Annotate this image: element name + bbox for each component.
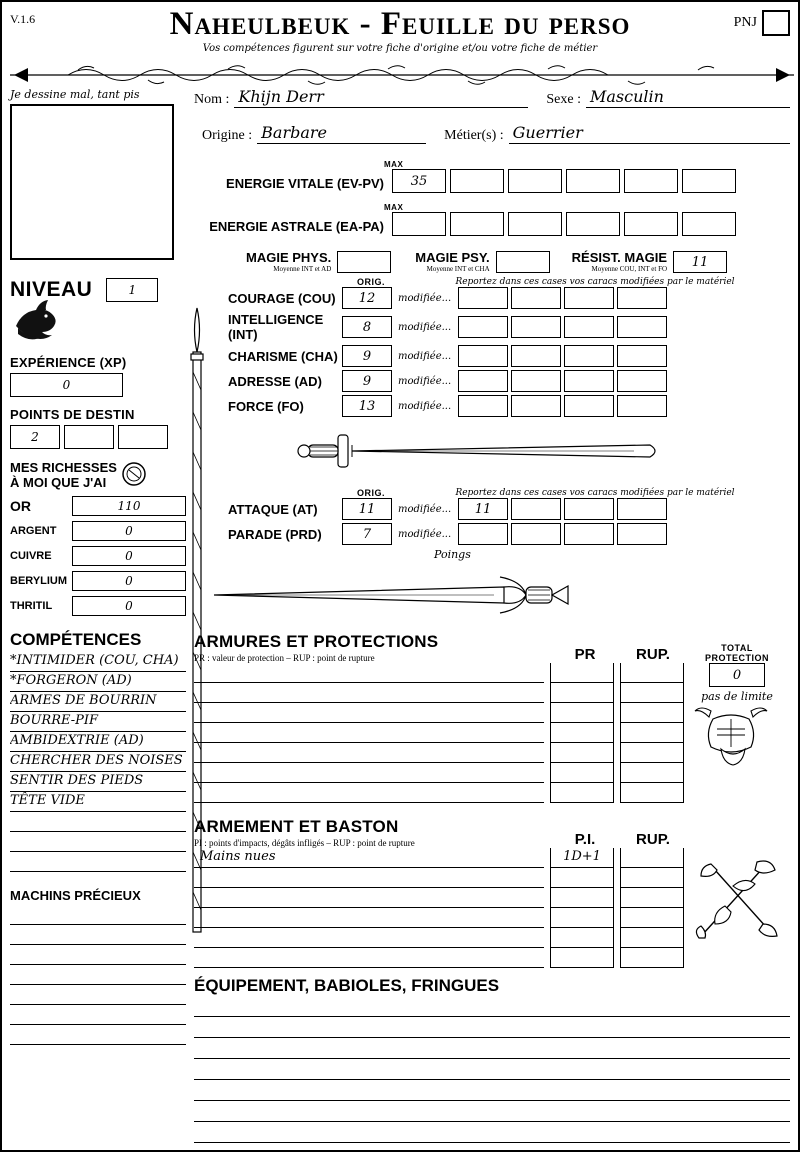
carac-mod-cell[interactable]	[617, 395, 667, 417]
carac-mod-cell[interactable]	[564, 345, 614, 367]
armures-names	[194, 663, 544, 803]
carac-name: INTELLIGENCE (INT)	[228, 312, 324, 342]
table-row[interactable]	[194, 683, 544, 703]
carac-mod-cell[interactable]	[564, 370, 614, 392]
niveau-value[interactable]: 1	[106, 278, 158, 302]
coin-label-or: OR	[10, 497, 31, 514]
list-item[interactable]	[194, 1038, 790, 1059]
combat-report-note: Reportez dans ces cases vos caracs modifiées par le matériel	[455, 488, 735, 498]
armures-rup-cell[interactable]	[621, 783, 683, 803]
left-column	[10, 88, 186, 1045]
list-item[interactable]	[10, 985, 186, 1005]
energy-vitale-cell[interactable]	[508, 169, 562, 193]
sword-art-top	[194, 423, 790, 484]
energy-row-astrale	[194, 212, 790, 236]
table-row[interactable]	[194, 743, 544, 763]
armures-pr-cell[interactable]	[551, 703, 613, 723]
carac-mod-caption: modifiée...	[398, 350, 452, 362]
magie-phys-field	[246, 250, 331, 273]
total-protection-block	[684, 663, 790, 803]
energy-astrale-cell[interactable]	[682, 212, 736, 236]
sword-art-bottom	[194, 567, 790, 628]
max-caption: MAX	[384, 160, 404, 169]
carac-mod-cells	[458, 287, 670, 309]
armement-rup-column	[620, 848, 684, 968]
table-row[interactable]	[194, 663, 544, 683]
combat-mod-cells	[458, 523, 670, 545]
list-item[interactable]	[10, 812, 186, 832]
armement-header	[194, 817, 790, 848]
total-protection-label-2: PROTECTION	[704, 653, 769, 663]
carac-mod-cells	[458, 395, 670, 417]
list-item[interactable]	[10, 1005, 186, 1025]
armures-title: ARMURES ET PROTECTIONS	[194, 632, 439, 651]
pnj-label: PNJ	[733, 15, 757, 30]
list-item[interactable]: ARMES DE BOURRIN	[10, 692, 186, 712]
armement-col-pi: P.I.	[574, 831, 596, 848]
carac-header	[194, 277, 790, 287]
richesses-title-line1: MES RICHESSES	[10, 460, 117, 475]
carac-orig-value[interactable]: 13	[342, 395, 392, 417]
crossed-weapons-icon	[689, 852, 785, 948]
richesses-title	[10, 461, 117, 491]
portrait-box[interactable]	[10, 104, 174, 260]
armures-table	[194, 663, 790, 803]
energy-astrale-cell[interactable]	[450, 212, 504, 236]
list-item[interactable]	[10, 965, 186, 985]
armement-pi-cell[interactable]: 1D+1	[551, 848, 613, 868]
armement-pi-column	[550, 848, 614, 968]
carac-mod-cells	[458, 370, 670, 392]
nom-label: Nom :	[194, 92, 230, 107]
combat-mod-cell[interactable]	[511, 498, 561, 520]
carac-mod-cell[interactable]	[564, 316, 614, 338]
machins-list	[10, 905, 186, 1045]
coin-value-or[interactable]: 110	[72, 496, 186, 516]
metier-label: Métier(s) :	[444, 128, 504, 143]
table-row	[194, 498, 790, 520]
combat-name: ATTAQUE (AT)	[228, 501, 318, 517]
combat-mod-caption: modifiée...	[398, 528, 452, 540]
energy-astrale-cell[interactable]	[566, 212, 620, 236]
list-item[interactable]: CHERCHER DES NOISES	[10, 752, 186, 772]
magie-psy-field	[415, 250, 489, 273]
carac-mod-cell[interactable]	[511, 316, 561, 338]
armures-rup-cell[interactable]	[621, 663, 683, 683]
table-row	[194, 395, 790, 417]
magie-phys-value[interactable]	[337, 251, 391, 273]
carac-mod-caption: modifiée...	[398, 375, 452, 387]
carac-mod-cell[interactable]	[617, 370, 667, 392]
limit-note: pas de limite	[701, 690, 773, 703]
magie-psy-sub: Moyenne INT et CHA	[426, 265, 490, 273]
carac-mod-cells	[458, 345, 670, 367]
destin-box-3[interactable]	[118, 425, 168, 449]
armement-rup-cell[interactable]	[621, 908, 683, 928]
list-item[interactable]	[10, 925, 186, 945]
carac-table	[194, 287, 790, 417]
list-item[interactable]: *FORGERON (AD)	[10, 672, 186, 692]
carac-mod-cells	[458, 316, 670, 338]
armures-pr-cell[interactable]	[551, 743, 613, 763]
decorative-divider	[8, 62, 792, 88]
combat-orig-caption: ORIG.	[356, 488, 385, 498]
combat-mod-caption: modifiée...	[398, 503, 452, 515]
armures-pr-column	[550, 663, 614, 803]
armures-pr-cell[interactable]	[551, 723, 613, 743]
coin-row	[10, 521, 186, 541]
armement-rup-cell[interactable]	[621, 868, 683, 888]
carac-mod-cell[interactable]	[458, 345, 508, 367]
armures-col-rup: RUP.	[636, 646, 670, 663]
armures-rup-cell[interactable]	[621, 683, 683, 703]
carac-orig-caption: ORIG.	[356, 277, 385, 287]
table-row[interactable]	[194, 868, 544, 888]
table-row[interactable]	[194, 948, 544, 968]
armures-col-pr: PR	[574, 646, 596, 663]
resist-magie-value[interactable]: 11	[673, 251, 727, 273]
poings-note: Poings	[434, 548, 471, 561]
armement-title: ARMEMENT ET BASTON	[194, 817, 399, 836]
carac-orig-value[interactable]: 9	[342, 370, 392, 392]
carac-mod-caption: modifiée...	[398, 400, 452, 412]
divider-art-icon	[8, 62, 796, 88]
combat-mod-cell[interactable]	[617, 498, 667, 520]
resist-magie-sub: Moyenne COU, INT et FO	[591, 265, 668, 273]
armures-rup-cell[interactable]	[621, 723, 683, 743]
armement-rup-cell[interactable]	[621, 888, 683, 908]
list-item[interactable]	[194, 1059, 790, 1080]
coin-value-argent[interactable]: 0	[72, 521, 186, 541]
nom-value[interactable]: Khijn Derr	[234, 88, 528, 108]
carac-mod-cell[interactable]	[511, 345, 561, 367]
energy-astrale-cell[interactable]	[508, 212, 562, 236]
resist-magie-field	[572, 250, 667, 273]
version-label: V.1.6	[10, 12, 36, 26]
armures-rup-column	[620, 663, 684, 803]
coin-label-berylium: BERYLIUM	[10, 574, 68, 587]
table-row	[194, 287, 790, 309]
armement-table	[194, 848, 790, 968]
table-row	[194, 345, 790, 367]
table-row[interactable]	[194, 888, 544, 908]
carac-name: FORCE (FO)	[228, 398, 304, 414]
carac-mod-cell[interactable]	[617, 287, 667, 309]
list-item[interactable]	[194, 1017, 790, 1038]
list-item[interactable]	[194, 1143, 790, 1152]
magie-phys-label: MAGIE PHYS.	[246, 250, 332, 265]
combat-mod-cells	[458, 498, 670, 520]
armement-pi-cell[interactable]	[551, 948, 613, 968]
competences-list	[10, 652, 186, 872]
carac-name: CHARISME (CHA)	[228, 348, 338, 364]
coins-list	[10, 496, 186, 616]
coin-row	[10, 496, 186, 516]
table-row	[194, 523, 790, 545]
experience-label: EXPÉRIENCE (XP)	[10, 355, 127, 370]
list-item[interactable]: *INTIMIDER (COU, CHA)	[10, 652, 186, 672]
carac-mod-caption: modifiée...	[398, 292, 452, 304]
list-item[interactable]	[194, 996, 790, 1017]
energy-vitale-cell[interactable]	[624, 169, 678, 193]
combat-orig-value[interactable]: 7	[342, 523, 392, 545]
coin-row	[10, 546, 186, 566]
armures-pr-cell[interactable]	[551, 683, 613, 703]
combat-mod-cell[interactable]	[458, 523, 508, 545]
table-row	[194, 312, 790, 342]
carac-orig-value[interactable]: 8	[342, 316, 392, 338]
armures-rup-cell[interactable]	[621, 703, 683, 723]
combat-name: PARADE (PRD)	[228, 526, 322, 542]
list-item[interactable]	[10, 832, 186, 852]
armement-pi-cell[interactable]	[551, 868, 613, 888]
energy-vitale-cell[interactable]	[566, 169, 620, 193]
energy-astrale-cell[interactable]	[624, 212, 678, 236]
destin-label: POINTS DE DESTIN	[10, 407, 135, 422]
richesses-title-line2: À MOI QUE J'AI	[10, 474, 107, 490]
pnj-field	[734, 10, 790, 36]
armures-pr-cell[interactable]	[551, 663, 613, 683]
list-item[interactable]	[10, 905, 186, 925]
combat-mod-cell[interactable]	[564, 523, 614, 545]
metier-value[interactable]: Guerrier	[509, 124, 790, 144]
armement-pi-cell[interactable]	[551, 908, 613, 928]
page-title: Naheulbeuk - Feuille du perso	[169, 6, 631, 42]
combat-mod-cell[interactable]	[617, 523, 667, 545]
carac-orig-value[interactable]: 12	[342, 287, 392, 309]
energy-astrale-max[interactable]	[392, 212, 446, 236]
table-row[interactable]	[194, 908, 544, 928]
list-item[interactable]	[10, 852, 186, 872]
combat-mod-cell[interactable]	[511, 523, 561, 545]
armement-col-rup: RUP.	[636, 831, 670, 848]
destin-box-2[interactable]	[64, 425, 114, 449]
carac-mod-cell[interactable]	[511, 287, 561, 309]
max-caption: MAX	[384, 203, 404, 212]
list-item[interactable]: BOURRE-PIF	[10, 712, 186, 732]
portrait-note: Je dessine mal, tant pis	[10, 88, 140, 101]
armement-subtitle: PI : points d'impacts, dégâts infligés – RUP : point de rupture	[194, 838, 415, 848]
sword-icon	[204, 567, 604, 623]
armement-names	[194, 848, 544, 968]
coin-value-thritil[interactable]: 0	[72, 596, 186, 616]
table-row[interactable]	[194, 763, 544, 783]
combat-mod-cell[interactable]: 11	[458, 498, 508, 520]
armures-rup-cell[interactable]	[621, 763, 683, 783]
energy-block	[194, 160, 790, 236]
armement-pi-cell[interactable]	[551, 888, 613, 908]
table-row[interactable]	[194, 783, 544, 803]
carac-mod-cell[interactable]	[564, 287, 614, 309]
armement-rup-cell[interactable]	[621, 948, 683, 968]
carac-mod-cell[interactable]	[458, 370, 508, 392]
energy-row-vitale	[194, 169, 790, 193]
helmet-shield-icon	[691, 705, 783, 767]
equipement-list	[194, 996, 790, 1152]
armures-rup-cell[interactable]	[621, 743, 683, 763]
sexe-label: Sexe :	[546, 92, 581, 107]
total-protection-value[interactable]: 0	[709, 663, 765, 687]
total-protection-label-1: TOTAL	[721, 643, 753, 653]
coin-icon	[121, 461, 147, 487]
energy-astrale-label: ENERGIE ASTRALE (EA-PA)	[209, 219, 384, 234]
origine-value[interactable]: Barbare	[257, 124, 426, 144]
armement-rup-cell[interactable]	[621, 848, 683, 868]
combat-header	[194, 488, 790, 498]
list-item[interactable]: TÊTE VIDE	[10, 792, 186, 812]
sword-icon	[294, 423, 674, 479]
identity-row-2	[194, 124, 790, 144]
carac-mod-cell[interactable]	[564, 395, 614, 417]
combat-table	[194, 498, 790, 545]
sexe-value[interactable]: Masculin	[586, 88, 790, 108]
niveau-label: NIVEAU	[10, 278, 93, 301]
destin-box-1[interactable]: 2	[10, 425, 60, 449]
equipement-title: ÉQUIPEMENT, BABIOLES, FRINGUES	[194, 976, 500, 995]
pnj-checkbox[interactable]	[762, 10, 790, 36]
list-item[interactable]	[10, 1025, 186, 1045]
carac-mod-cell[interactable]	[458, 287, 508, 309]
armement-pi-cell[interactable]	[551, 928, 613, 948]
magie-psy-value[interactable]	[496, 251, 550, 273]
list-item[interactable]	[194, 1101, 790, 1122]
list-item[interactable]	[194, 1080, 790, 1101]
table-row[interactable]	[194, 928, 544, 948]
coin-row	[10, 571, 186, 591]
carac-mod-cell[interactable]	[458, 316, 508, 338]
carac-mod-caption: modifiée...	[398, 321, 452, 333]
energy-vitale-cell[interactable]	[682, 169, 736, 193]
list-item[interactable]	[10, 945, 186, 965]
competences-title: COMPÉTENCES	[10, 629, 142, 649]
armures-header	[194, 632, 790, 663]
page-header	[2, 2, 798, 60]
list-item[interactable]: AMBIDEXTRIE (AD)	[10, 732, 186, 752]
combat-orig-value[interactable]: 11	[342, 498, 392, 520]
carac-name: ADRESSE (AD)	[228, 373, 322, 389]
main-column	[194, 88, 790, 1152]
table-row[interactable]	[194, 723, 544, 743]
armures-pr-cell[interactable]	[551, 763, 613, 783]
combat-mod-cell[interactable]	[564, 498, 614, 520]
resist-magie-label: RÉSIST. MAGIE	[571, 250, 668, 265]
carac-mod-cell[interactable]	[617, 316, 667, 338]
page-subtitle: Vos compétences figurent sur votre fiche d'origine et/ou votre fiche de métier	[202, 43, 598, 54]
machins-title: MACHINS PRÉCIEUX	[10, 887, 141, 903]
carac-mod-cell[interactable]	[511, 395, 561, 417]
dragon-icon	[10, 296, 70, 340]
table-row	[194, 370, 790, 392]
armures-subtitle: PR : valeur de protection – RUP : point de rupture	[194, 653, 375, 663]
origine-label: Origine :	[202, 128, 253, 143]
carac-report-note: Reportez dans ces cases vos caracs modifiées par le matériel	[455, 277, 735, 287]
armement-rup-cell[interactable]	[621, 928, 683, 948]
magie-psy-label: MAGIE PSY.	[415, 250, 490, 265]
carac-mod-cell[interactable]	[617, 345, 667, 367]
armures-pr-cell[interactable]	[551, 783, 613, 803]
energy-vitale-max[interactable]: 35	[392, 169, 446, 193]
carac-mod-cell[interactable]	[511, 370, 561, 392]
magie-phys-sub: Moyenne INT et AD	[273, 265, 332, 273]
carac-name: COURAGE (COU)	[228, 290, 336, 306]
coin-value-cuivre[interactable]: 0	[72, 546, 186, 566]
coin-label-cuivre: CUIVRE	[10, 549, 52, 562]
coin-label-argent: ARGENT	[10, 524, 57, 537]
table-row[interactable]: Mains nues	[194, 848, 544, 868]
list-item[interactable]: SENTIR DES PIEDS	[10, 772, 186, 792]
carac-orig-value[interactable]: 9	[342, 345, 392, 367]
experience-value[interactable]: 0	[10, 373, 123, 397]
coin-value-berylium[interactable]: 0	[72, 571, 186, 591]
list-item[interactable]	[194, 1122, 790, 1143]
coin-label-thritil: THRITIL	[10, 599, 53, 612]
carac-mod-cell[interactable]	[458, 395, 508, 417]
magic-row	[194, 250, 790, 273]
identity-row-1	[194, 88, 790, 108]
energy-vitale-cell[interactable]	[450, 169, 504, 193]
destin-boxes	[10, 425, 186, 449]
coin-row	[10, 596, 186, 616]
energy-vitale-label: ENERGIE VITALE (EV-PV)	[226, 176, 384, 191]
table-row[interactable]	[194, 703, 544, 723]
